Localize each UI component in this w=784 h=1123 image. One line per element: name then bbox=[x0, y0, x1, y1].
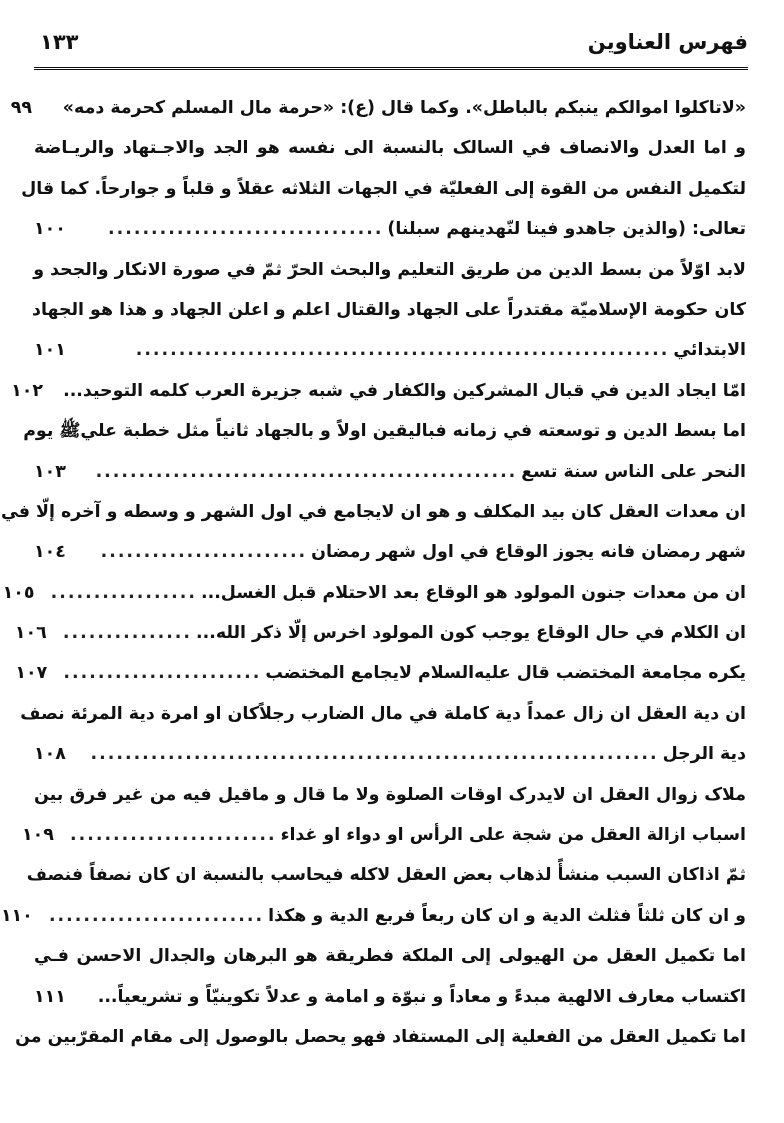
entry-text: لابد اوّلاً من بسط الدين من طريق التعليم والبحث الحرّ ثمّ في صورة الانكار والجحد و bbox=[33, 259, 746, 280]
index-entry bbox=[34, 734, 746, 774]
entry-text: ملاک زوال العقل ان لايدرک اوقات الصلوة ولا ما قال و ماقيل فيه من غير فرق بين bbox=[34, 784, 746, 805]
index-entry bbox=[34, 452, 746, 492]
index-entry bbox=[14, 613, 746, 653]
index-entry bbox=[34, 330, 746, 370]
leader-dots: ............... bbox=[62, 623, 193, 644]
index-entry bbox=[0, 896, 746, 936]
entry-text: ان من معدات جنون المولود هو الوقاع بعد الاحتلام قبل الغسل... bbox=[200, 582, 746, 603]
page-title: فهرس العناوين bbox=[587, 30, 748, 54]
entry-page-number: ١١٠ bbox=[0, 905, 33, 926]
index-entry bbox=[34, 977, 746, 1017]
index-entry bbox=[26, 855, 746, 895]
entry-text: و اما العدل والانصاف في السالک بالنسبة الى نفسه هو الجد والاجـتهاد والريـاضة bbox=[34, 138, 746, 159]
entry-text: دية الرجل bbox=[662, 744, 746, 765]
index-entry bbox=[34, 250, 746, 290]
entry-text: ثمّ اذاكان السبب منشأً لذهاب بعض العقل لاكله فيحاسب بالنسبة ان كان نصفاً فنصف bbox=[26, 865, 746, 886]
leader-dots: ................................ bbox=[108, 219, 384, 240]
leader-dots: .............................................................. bbox=[135, 340, 670, 361]
entry-text: اكتساب معارف الالهية مبدءً و معاداً و نبوّة و امامة و عدلاً تكوينيّاً و تشريعياً... bbox=[97, 986, 746, 1007]
entry-text: تعالى: (والذين جاهدو فينا لنّهدينهم سبلنا) bbox=[387, 219, 746, 240]
entry-text: ان دية العقل ان زال عمداً دية كاملة في مال الضارب رجلاًكان او امرة دية المرئة نصف bbox=[20, 703, 746, 724]
index-entry bbox=[20, 694, 746, 734]
leader-dots: ................. bbox=[50, 582, 197, 603]
leader-dots: ........................ bbox=[70, 825, 277, 846]
entry-page-number: ١٠٠ bbox=[34, 219, 66, 240]
entry-page-number: ١٠٢ bbox=[11, 380, 43, 401]
leader-dots: ....................... bbox=[63, 663, 262, 684]
entry-text: اما تكميل العقل من الهيولى إلى الملكة فطريقة هو البرهان والجدال الاحسن فـي bbox=[34, 946, 746, 967]
entry-text: اسباب ازالة العقل من شجة على الرأس او دواء او غداء bbox=[280, 825, 746, 846]
index-entry bbox=[34, 209, 746, 249]
index-entry bbox=[21, 169, 746, 209]
entry-page-number: ١٠٨ bbox=[34, 744, 66, 765]
index-entries bbox=[0, 88, 746, 1057]
entry-text: ان الكلام في حال الوقاع يوجب كون المولود اخرس إلّا ذكر الله... bbox=[196, 623, 746, 644]
entry-page-number: ١١١ bbox=[34, 986, 66, 1007]
entry-text: اما تكميل العقل من الفعلية إلى المستفاد فهو يحصل بالوصول إلى مقام المقرّبين من bbox=[15, 1026, 746, 1047]
entry-text: النحر على الناس سنة تسع bbox=[521, 461, 746, 482]
page-number: ١٣٣ bbox=[40, 30, 79, 54]
leader-dots: ......................... bbox=[48, 905, 265, 926]
index-entry bbox=[34, 775, 746, 815]
index-entry bbox=[34, 128, 746, 168]
entry-page-number: ١٠٥ bbox=[2, 582, 35, 603]
entry-text: شهر رمضان فانه يجوز الوقاع في اول شهر رمضان bbox=[311, 542, 746, 563]
entry-page-number: ١٠٣ bbox=[34, 461, 66, 482]
entry-text: يكره مجامعة المختضب قال عليه‌السلام لايجامع المختضب bbox=[265, 663, 746, 684]
page-header bbox=[34, 28, 748, 62]
entry-text: «لاتاكلوا اموالكم ينبكم بالباطل». وكما قال (ع): «حرمة مال المسلم كحرمة دمه» bbox=[62, 98, 746, 118]
index-entry bbox=[22, 815, 746, 855]
leader-dots: .................................................................. bbox=[90, 744, 659, 765]
entry-text: كان حكومة الإسلاميّة مقتدراً على الجهاد والقتال اعلم و اعلن الجهاد و هذا هو الجهاد bbox=[32, 299, 746, 320]
entry-page-number: ١٠٩ bbox=[22, 825, 54, 846]
entry-text: لتكميل النفس من القوة إلى الفعليّة في الجهات الثلاثه عقلاً و قلباً و جوارحاً. كما قال bbox=[21, 178, 746, 199]
entry-page-number: ١٠٦ bbox=[14, 623, 47, 644]
entry-text: و ان كان ثلثاً فثلث الدية و ان كان ربعاً فربع الدية و هكذا bbox=[268, 905, 746, 926]
entry-page-number: ١٠١ bbox=[34, 340, 66, 361]
entry-page-number: ٩٩ bbox=[10, 98, 33, 118]
index-entry bbox=[10, 88, 746, 128]
index-entry bbox=[34, 290, 746, 330]
entry-page-number: ١٠٤ bbox=[34, 542, 66, 563]
entry-text: اما بسط الدين و توسعته في زمانه فباليقين اولاً و بالجهاد ثانياً مثل خطبة عليﷺ يوم bbox=[23, 421, 746, 442]
index-entry bbox=[0, 492, 746, 532]
leader-dots: ........................ bbox=[100, 542, 308, 563]
entry-text: ان معدات العقل كان بيد المكلف و هو ان لايجامع في اول الشهر و وسطه و آخره إلّا في bbox=[0, 501, 746, 522]
entry-text: امّا ايجاد الدين في قبال المشركين والكفار في شبه جزيرة العرب كلمه التوحيد... bbox=[63, 380, 746, 401]
index-entry bbox=[34, 936, 746, 976]
entry-page-number: ١٠٧ bbox=[15, 663, 48, 684]
index-entry bbox=[11, 371, 746, 411]
index-entry bbox=[15, 653, 746, 693]
entry-text: الابتدائي bbox=[673, 340, 746, 361]
index-entry bbox=[23, 411, 746, 451]
header-divider bbox=[34, 67, 748, 70]
index-entry bbox=[15, 1017, 746, 1057]
leader-dots: ................................................. bbox=[95, 461, 518, 482]
index-entry bbox=[34, 532, 746, 572]
index-entry bbox=[2, 573, 746, 613]
